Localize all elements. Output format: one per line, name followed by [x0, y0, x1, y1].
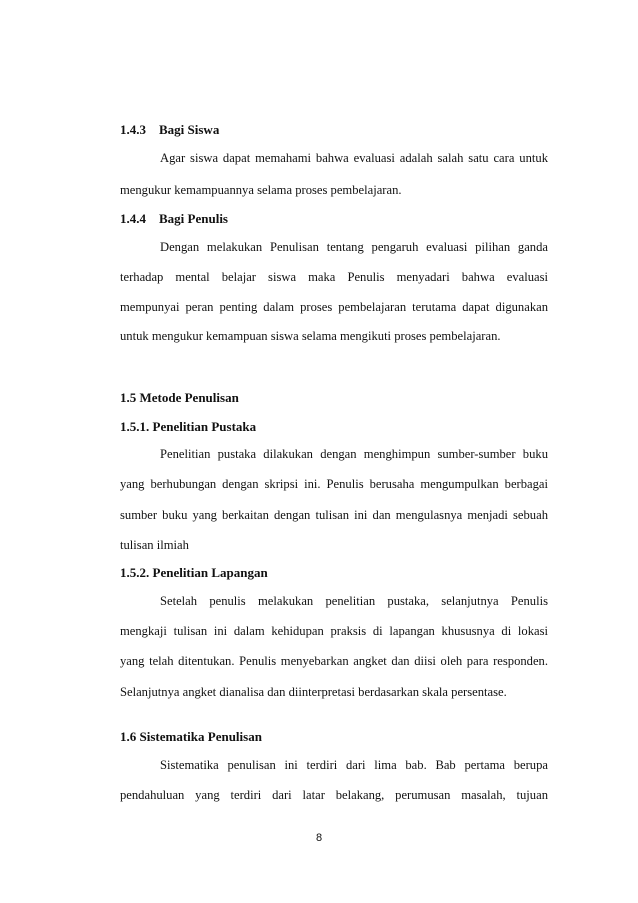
paragraph-line: untuk mengukur kemampuan siswa selama mengikuti proses pembelajaran.: [120, 329, 501, 343]
heading-title: Bagi Penulis: [159, 211, 228, 226]
paragraph-line: terhadap mental belajar siswa maka Penulis menyadari bahwa evaluasi: [120, 270, 548, 284]
heading-1-6: 1.6 Sistematika Penulisan: [120, 729, 262, 744]
paragraph-line: tulisan ilmiah: [120, 538, 189, 552]
paragraph-line: sumber buku yang berkaitan dengan tulisan ini dan mengulasnya menjadi sebuah: [120, 508, 548, 522]
paragraph-line: Agar siswa dapat memahami bahwa evaluasi adalah salah satu cara untuk: [160, 151, 548, 165]
paragraph-line: Selanjutnya angket dianalisa dan diinterpretasi berdasarkan skala persentase.: [120, 685, 507, 699]
heading-number: 1.4.3: [120, 122, 146, 137]
heading-1-4-3: [120, 122, 219, 138]
paragraph-line: Setelah penulis melakukan penelitian pustaka, selanjutnya Penulis: [160, 594, 548, 608]
paragraph-line: mempunyai peran penting dalam proses pembelajaran terutama dapat digunakan: [120, 300, 548, 314]
heading-1-5: 1.5 Metode Penulisan: [120, 390, 239, 405]
heading-number: 1.4.4: [120, 211, 146, 226]
paragraph-line: Dengan melakukan Penulisan tentang pengaruh evaluasi pilihan ganda: [160, 240, 548, 254]
paragraph-line: Penelitian pustaka dilakukan dengan menghimpun sumber-sumber buku: [160, 447, 548, 461]
heading-1-5-2: 1.5.2. Penelitian Lapangan: [120, 565, 268, 580]
paragraph-line: yang berhubungan dengan skripsi ini. Penulis berusaha mengumpulkan berbagai: [120, 477, 548, 491]
heading-1-5-1: 1.5.1. Penelitian Pustaka: [120, 419, 257, 434]
paragraph-line: mengkaji tulisan ini dalam kehidupan praksis di lapangan khususnya di lokasi: [120, 624, 548, 638]
paragraph-line: yang telah ditentukan. Penulis menyebarkan angket dan diisi oleh para responden.: [120, 654, 548, 668]
heading-title: Bagi Siswa: [159, 122, 220, 137]
page-number: 8: [315, 832, 323, 844]
paragraph-line: mengukur kemampuannya selama proses pembelajaran.: [120, 183, 402, 197]
paragraph-line: pendahuluan yang terdiri dari latar belakang, perumusan masalah, tujuan: [120, 788, 548, 802]
paragraph-line: Sistematika penulisan ini terdiri dari lima bab. Bab pertama berupa: [160, 758, 548, 772]
heading-1-4-4: [120, 211, 228, 227]
